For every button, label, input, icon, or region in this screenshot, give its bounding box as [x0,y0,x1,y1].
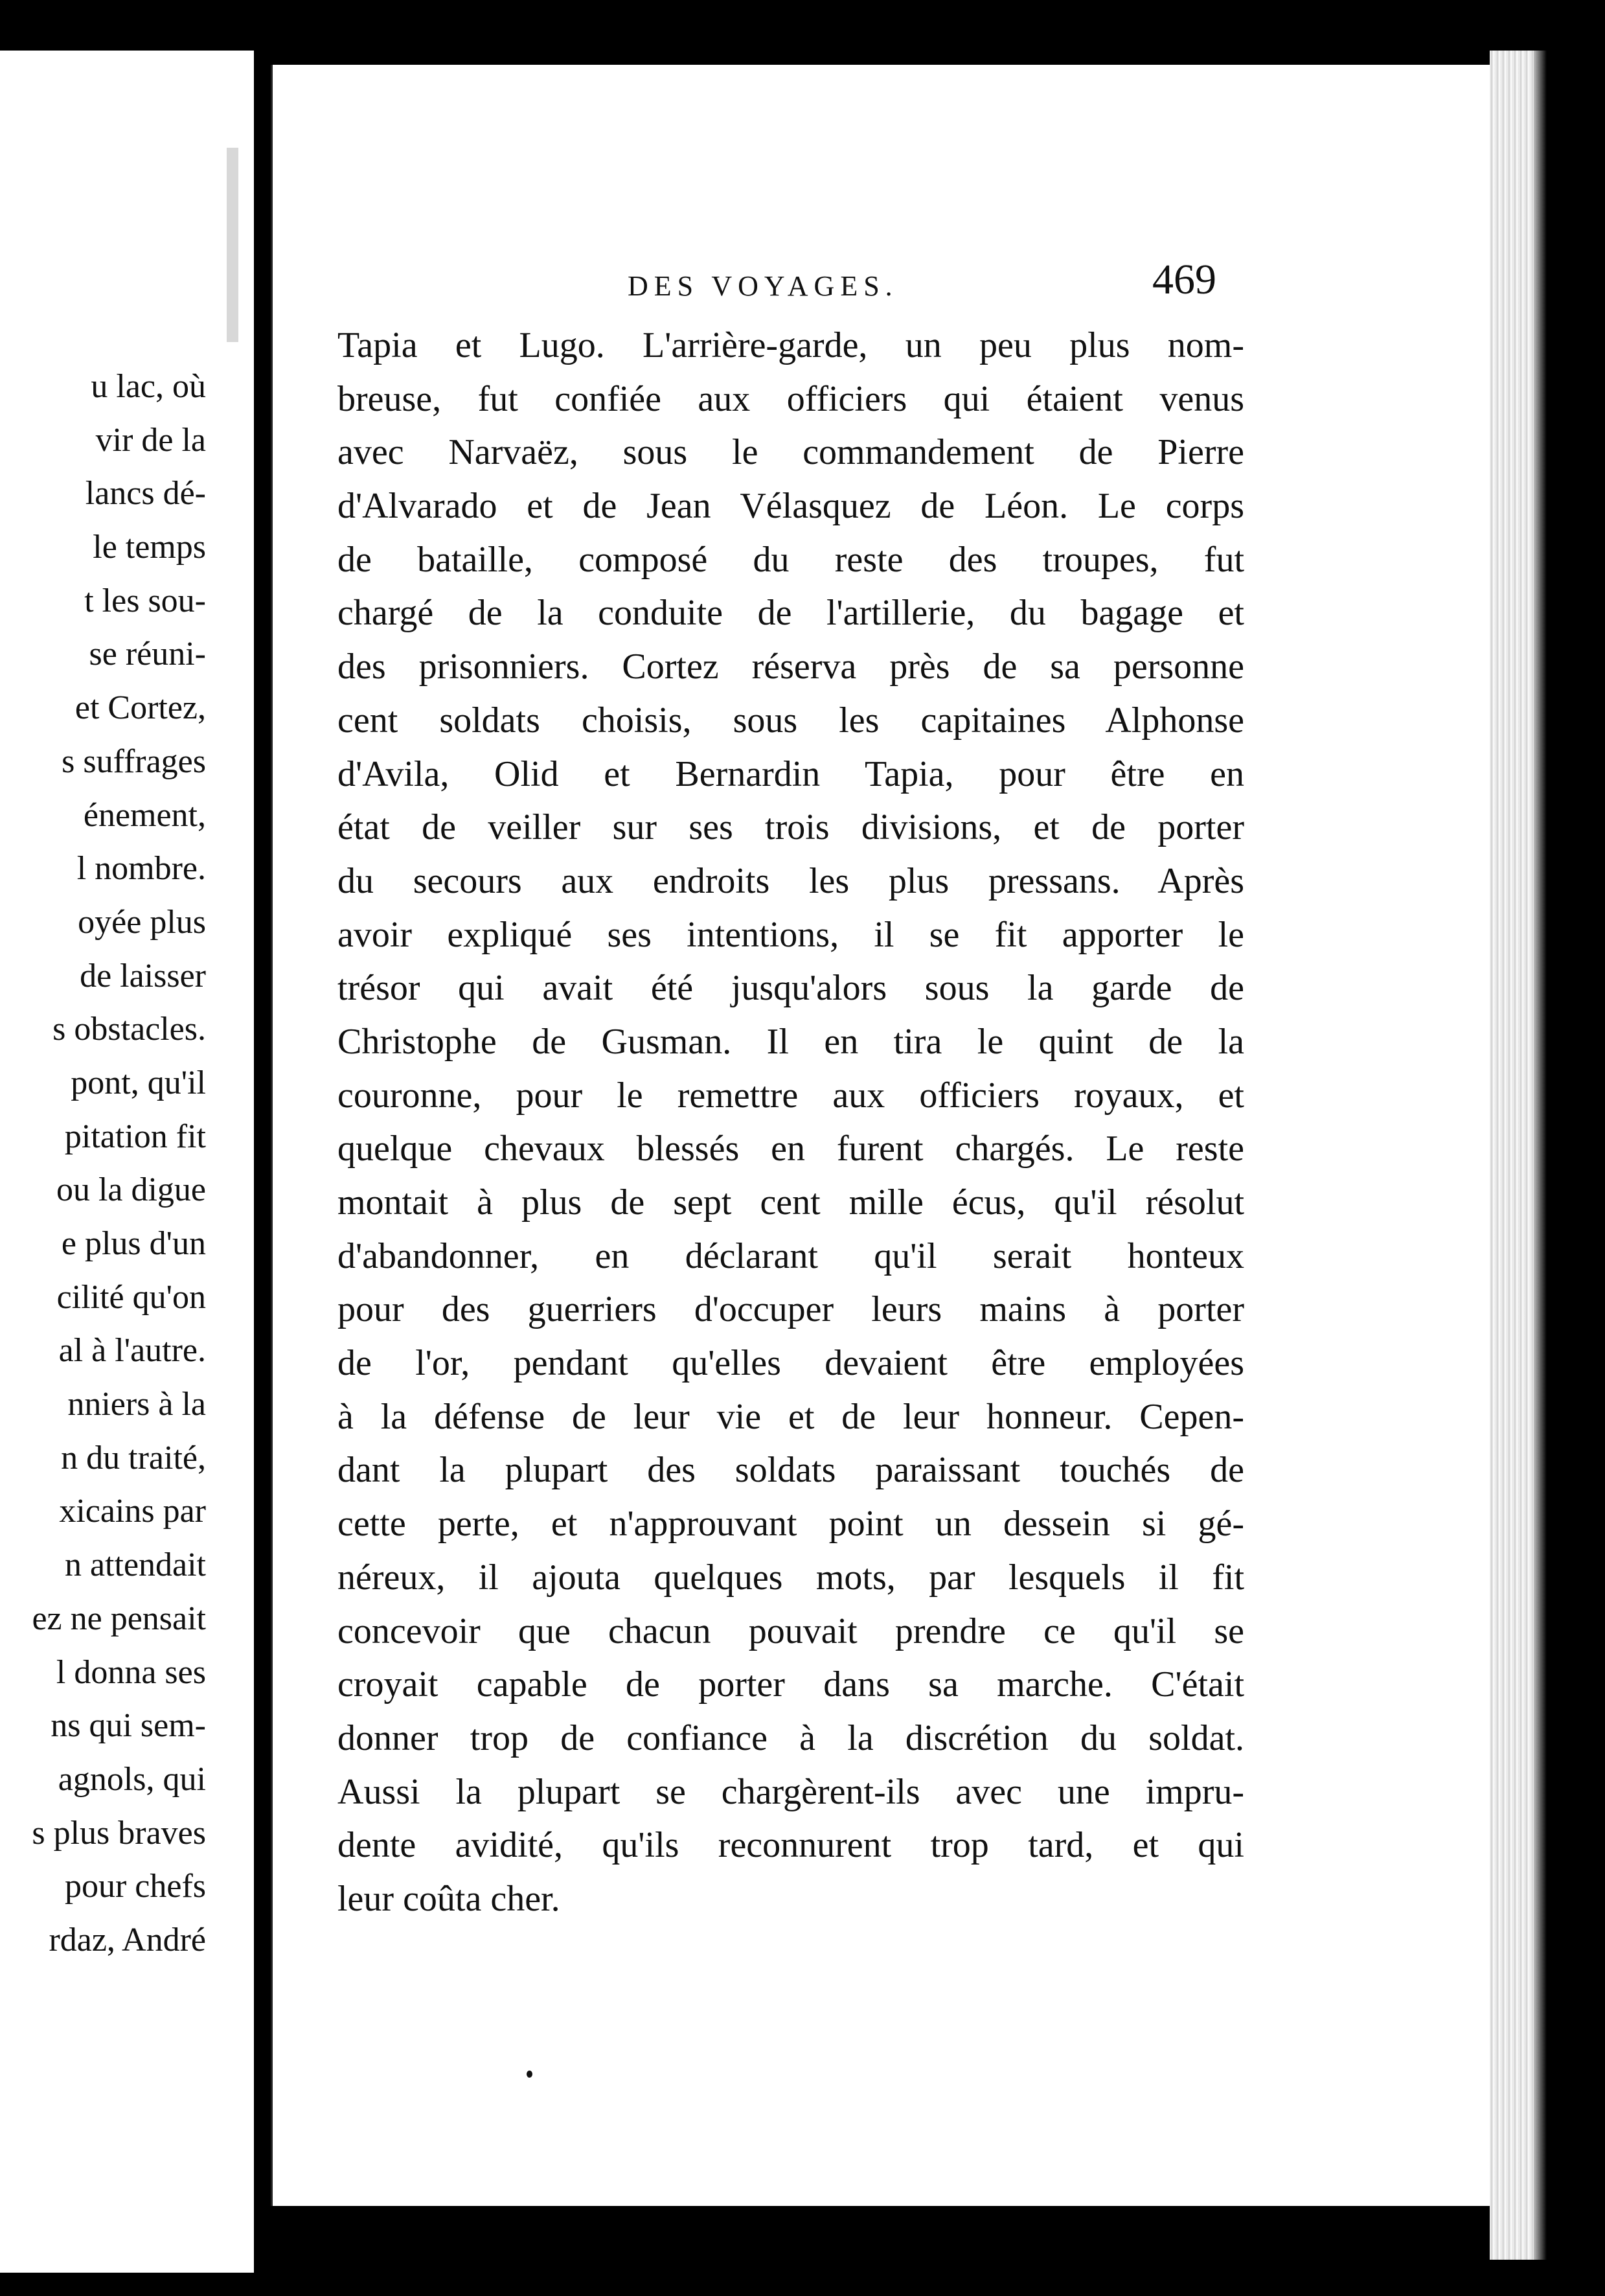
previous-page-text [0,360,234,1968]
ink-speck [527,2071,532,2078]
text-line: du secours aux endroits les plus pressans. Après [337,860,1244,901]
previous-page-line: pour chefs [64,1868,206,1905]
previous-page-line: l nombre. [76,850,206,888]
page-gutter-shadow [227,148,238,342]
previous-page-line: al à l'autre. [58,1332,206,1370]
previous-page-line: nniers à la [67,1386,206,1423]
previous-page-line: s plus braves [32,1814,206,1852]
previous-page-line: pont, qu'il [71,1064,206,1101]
text-line: montait à plus de sept cent mille écus, qu'il résolut [337,1182,1244,1223]
text-line: leur coûta cher. [337,1878,560,1919]
previous-page-line: rdaz, André [49,1921,206,1958]
text-line: chargé de la conduite de l'artillerie, du bagage et [337,593,1244,634]
text-line: croyait capable de porter dans sa marche. C'était [337,1664,1244,1705]
previous-page-line: u lac, où [91,368,206,405]
previous-page-line: xicains par [59,1493,206,1530]
text-line: d'abandonner, en déclarant qu'il serait honteux [337,1235,1244,1276]
text-line: quelque chevaux blessés en furent chargés. Le reste [337,1129,1244,1169]
previous-page-line: l donna ses [56,1653,206,1691]
text-line: cette perte, et n'approuvant point un dessein si gé- [337,1504,1244,1544]
previous-page-line: lancs dé- [85,475,206,512]
previous-page-fragment [0,51,254,2273]
page-stack-edge [1490,51,1534,2260]
text-line: d'Avila, Olid et Bernardin Tapia, pour être en [337,753,1244,794]
text-line: cent soldats choisis, sous les capitaines Alphonse [337,700,1244,740]
text-line: Tapia et Lugo. L'arrière-garde, un peu plus nom- [337,325,1244,365]
text-line: breuse, fut confiée aux officiers qui étaient venus [337,378,1244,419]
running-head: DES VOYAGES. [628,270,898,302]
previous-page-line: pitation fit [64,1118,206,1155]
text-line: avoir expliqué ses intentions, il se fit apporter le [337,914,1244,955]
text-line: état de veiller sur ses trois divisions, et de porter [337,807,1244,848]
previous-page-line: e plus d'un [61,1225,206,1262]
text-line: de bataille, composé du reste des troupes, fut [337,539,1244,580]
previous-page-line: ez ne pensait [32,1600,206,1637]
text-line: concevoir que chacun pouvait prendre ce qu'il se [337,1611,1244,1651]
text-line: à la défense de leur vie et de leur honneur. Cepen- [337,1396,1244,1437]
previous-page-line: ou la digue [56,1171,206,1209]
previous-page-line: se réuni- [89,636,206,673]
text-line: trésor qui avait été jusqu'alors sous la garde de [337,968,1244,1009]
previous-page-line: agnols, qui [58,1760,206,1798]
text-line: dant la plupart des soldats paraissant touchés de [337,1450,1244,1491]
page-number: 469 [1152,256,1216,303]
text-line: néreux, il ajouta quelques mots, par lesquels il fit [337,1557,1244,1598]
text-line: dente avidité, qu'ils reconnurent trop tard, et qui [337,1825,1244,1866]
text-line: donner trop de confiance à la discrétion du soldat. [337,1717,1244,1758]
text-line: des prisonniers. Cortez réserva près de sa personne [337,647,1244,687]
previous-page-line: oyée plus [78,903,206,941]
previous-page-line: et Cortez, [74,689,206,727]
text-line: pour des guerriers d'occuper leurs mains à porter [337,1289,1244,1330]
text-line: couronne, pour le remettre aux officiers royaux, et [337,1075,1244,1116]
page-edge-shadow [1534,51,1547,2260]
previous-page-line: vir de la [95,421,206,459]
text-line: Christophe de Gusman. Il en tira le quint de la [337,1021,1244,1062]
previous-page-line: ns qui sem- [51,1707,206,1745]
previous-page-line: n attendait [64,1546,206,1584]
text-line: d'Alvarado et de Jean Vélasquez de Léon. Le corps [337,486,1244,527]
previous-page-line: cilité qu'on [56,1278,206,1316]
previous-page-line: le temps [93,529,206,566]
previous-page-line: t les sou- [84,582,206,619]
previous-page-line: énement, [83,796,206,834]
body-text [337,319,1244,1926]
previous-page-line: n du traité, [61,1439,206,1476]
previous-page-line: de laisser [80,957,206,994]
previous-page-line: s obstacles. [52,1011,206,1048]
text-line: de l'or, pendant qu'elles devaient être employées [337,1343,1244,1384]
previous-page-line: s suffrages [62,742,206,780]
text-line: Aussi la plupart se chargèrent-ils avec une impru- [337,1771,1244,1812]
text-line: avec Narvaëz, sous le commandement de Pierre [337,432,1244,473]
book-page [271,65,1492,2206]
